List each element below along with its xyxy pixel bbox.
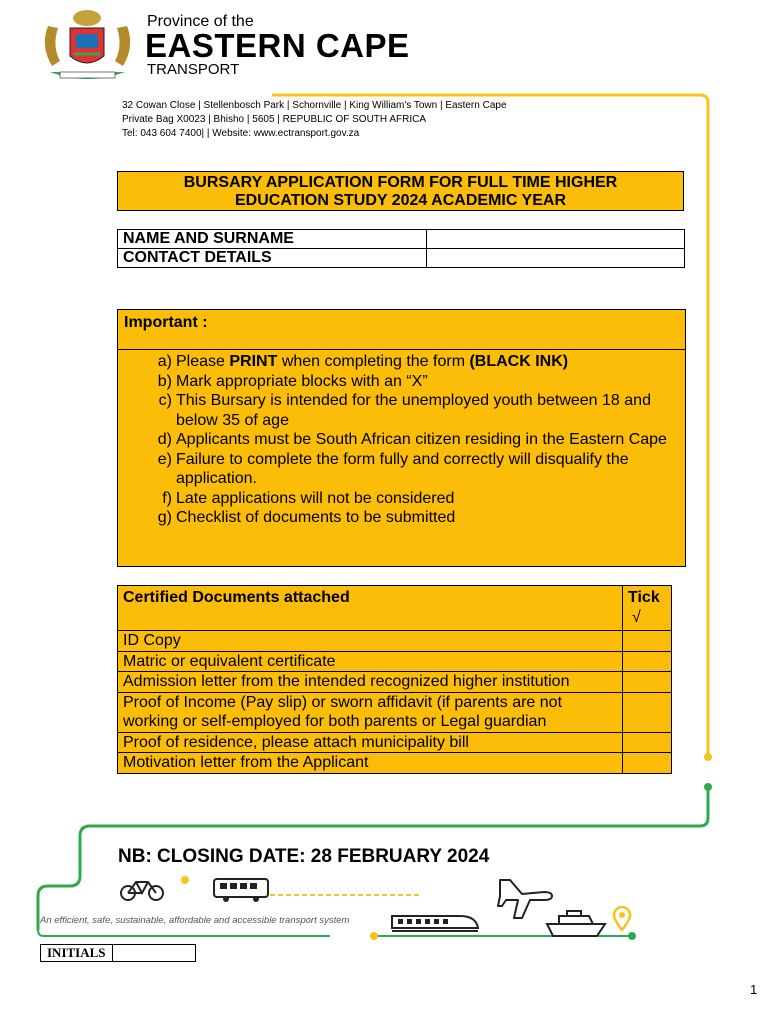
document-item: Proof of residence, please attach municipality bill — [118, 732, 623, 753]
text-segment-bold: PRINT — [229, 353, 278, 370]
text-segment: Please — [176, 353, 230, 370]
table-row — [118, 631, 672, 652]
ship-icon — [545, 908, 607, 938]
province-line: Province of the — [147, 13, 254, 30]
documents-heading: Certified Documents attached — [118, 586, 623, 631]
tick-heading: Tick — [628, 589, 660, 606]
train-icon — [390, 912, 480, 934]
documents-checklist-table — [117, 585, 672, 774]
address-line: 32 Cowan Close | Stellenbosch Park | Schornville | King William's Town | Eastern Cape — [122, 100, 507, 111]
document-item: ID Copy — [118, 631, 623, 652]
document-item: Proof of Income (Pay slip) or sworn affidavit (if parents are not working or self-employed for both parents or Legal guardian — [118, 692, 623, 732]
contact-label: CONTACT DETAILS — [118, 249, 427, 268]
table-row — [41, 945, 196, 962]
table-row — [118, 672, 672, 693]
document-item: Motivation letter from the Applicant — [118, 753, 623, 774]
text-segment: when completing the form — [277, 353, 470, 370]
closing-date-note: NB: CLOSING DATE: 28 FEBRUARY 2024 — [118, 846, 490, 867]
list-item — [122, 430, 682, 450]
coat-of-arms-logo — [30, 6, 145, 86]
contact-input-cell[interactable] — [427, 249, 685, 268]
list-item-letter: g) — [157, 509, 172, 526]
name-label: NAME AND SURNAME — [118, 230, 427, 249]
applicant-info-table — [117, 229, 685, 268]
list-item-letter: a) — [157, 353, 172, 370]
footer-tagline: An efficient, safe, sustainable, affordable and accessible transport system — [40, 915, 350, 926]
list-item-text: Mark appropriate blocks with an “X” — [176, 372, 428, 390]
address-line: Private Bag X0023 | Bhisho | 5605 | REPUBLIC OF SOUTH AFRICA — [122, 114, 427, 125]
list-item-text — [176, 352, 682, 372]
document-item: Matric or equivalent certificate — [118, 651, 623, 672]
list-item — [122, 391, 682, 430]
form-title-line: EDUCATION STUDY 2024 ACADEMIC YEAR — [234, 192, 567, 209]
address-line: Tel: 043 604 7400| | Website: www.ectransport.gov.za — [122, 128, 360, 139]
table-row — [118, 249, 685, 268]
page-number: 1 — [750, 982, 758, 997]
department-sub: TRANSPORT — [147, 61, 240, 78]
tick-checkbox[interactable] — [623, 692, 672, 732]
list-item-text: This Bursary is intended for the unemployed youth between 18 and below 35 of age — [176, 392, 651, 429]
tick-checkbox[interactable] — [623, 631, 672, 652]
list-item — [122, 489, 682, 509]
list-item — [122, 352, 682, 372]
important-box — [117, 309, 686, 567]
bicycle-icon — [118, 876, 166, 902]
text-segment-bold: (BLACK INK) — [469, 353, 569, 370]
list-item-text: Late applications will not be considered — [176, 489, 455, 507]
list-item-letter: b) — [157, 372, 172, 390]
bus-icon — [212, 876, 270, 904]
list-item-letter: e) — [157, 450, 172, 468]
list-item-letter: d) — [157, 431, 172, 448]
tick-checkbox[interactable] — [623, 732, 672, 753]
list-item-letter: f) — [162, 489, 172, 507]
list-item-letter: c) — [158, 392, 172, 409]
important-header — [118, 310, 685, 350]
list-item-text: Checklist of documents to be submitted — [176, 509, 456, 526]
name-input-cell[interactable] — [427, 230, 685, 249]
tick-checkbox[interactable] — [623, 672, 672, 693]
list-item-text: Applicants must be South African citizen residing in the Eastern Cape — [176, 431, 667, 448]
list-item — [122, 508, 682, 528]
tick-symbol: √ — [632, 608, 641, 626]
form-title-box — [117, 171, 684, 211]
document-item: Admission letter from the intended recognized higher institution — [118, 672, 623, 693]
table-row — [118, 753, 672, 774]
location-pin-icon — [612, 906, 632, 932]
form-title-line: BURSARY APPLICATION FORM FOR FULL TIME HIGHER — [183, 174, 618, 191]
tick-checkbox[interactable] — [623, 651, 672, 672]
list-item-text: Failure to complete the form fully and correctly will disqualify the application. — [176, 450, 629, 487]
department-name: EASTERN CAPE — [145, 27, 410, 64]
important-list — [122, 352, 682, 528]
table-row — [118, 732, 672, 753]
table-header-row — [118, 586, 672, 631]
initials-table — [40, 944, 196, 962]
table-row — [118, 692, 672, 732]
important-heading: Important : — [124, 314, 208, 331]
list-item — [122, 372, 682, 392]
tick-checkbox[interactable] — [623, 753, 672, 774]
initials-input-cell[interactable] — [112, 945, 195, 962]
initials-label: INITIALS — [41, 945, 113, 962]
table-row — [118, 230, 685, 249]
table-row — [118, 651, 672, 672]
tick-heading-cell — [623, 586, 672, 631]
list-item — [122, 450, 682, 489]
